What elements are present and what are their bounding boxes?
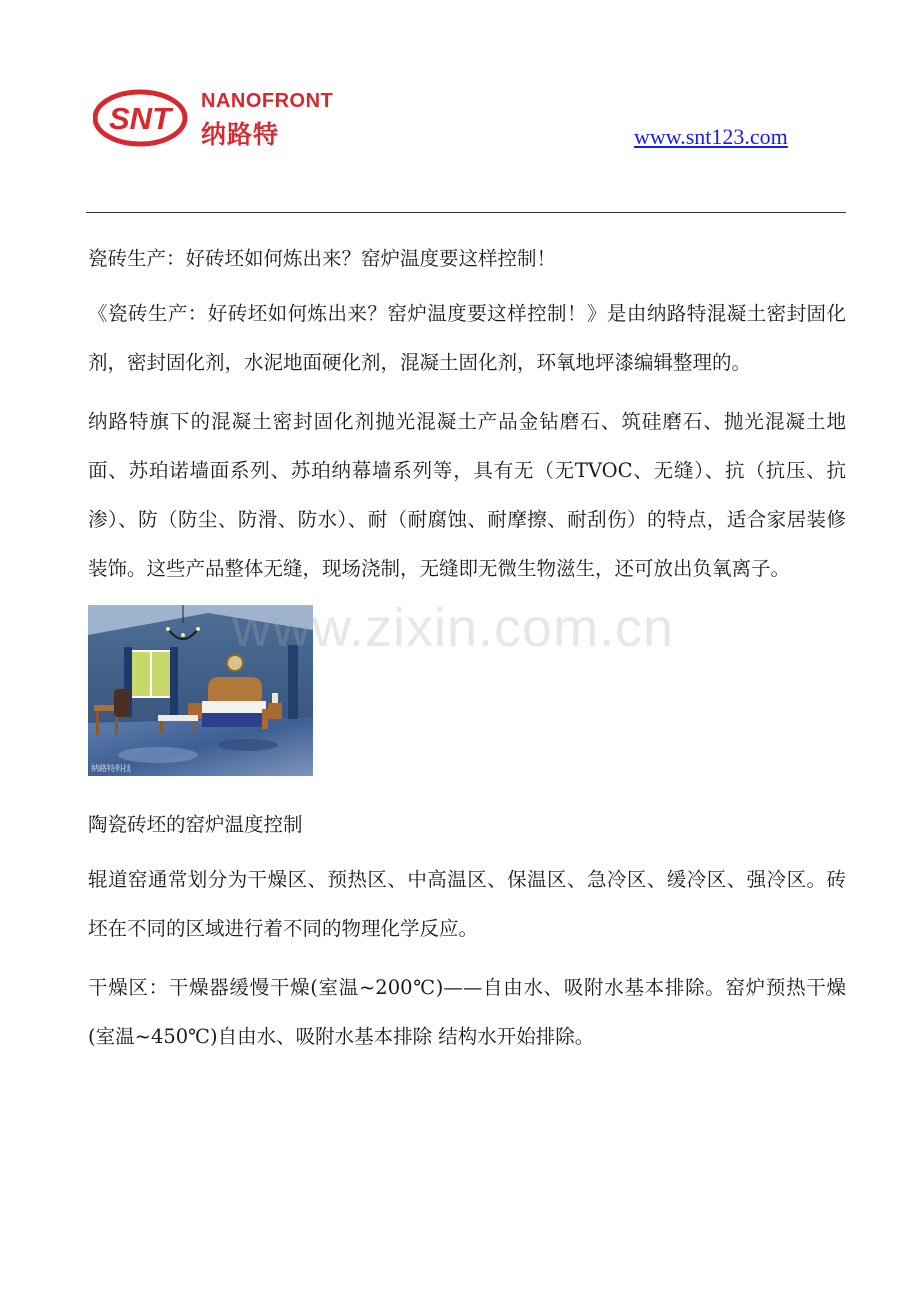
section-heading: 陶瓷砖坯的窑炉温度控制 (88, 813, 303, 836)
article-body (88, 234, 846, 1061)
watermark-text: www.zixin.com.cn (232, 598, 675, 658)
snt-logo-icon (93, 88, 189, 148)
brand-logo (93, 88, 363, 150)
bedroom-image-icon (88, 605, 313, 776)
kiln-zones-paragraph: 辊道窑通常划分为干燥区、预热区、中高温区、保温区、急冷区、缓冷区、强冷区。砖坯在不同的区域进行着不同的物理化学反应。 (88, 868, 846, 940)
image-caption: 纳路特科技 (91, 764, 131, 773)
bedroom-photo (88, 605, 313, 776)
logo-mark-text: SNT (109, 101, 171, 136)
product-paragraph: 纳路特旗下的混凝土密封固化剂抛光混凝土产品金钻磨石、筑硅磨石、抛光混凝土地面、苏珀诺墙面系列、苏珀纳幕墙系列等，具有无（无TVOC、无缝）、抗（抗压、抗渗）、防（防尘、防滑、防水）、耐（耐腐蚀、耐摩擦、耐刮伤）的特点，适合家居装修装饰。这些产品整体无缝，现场浇制，无缝即无微生物滋生，还可放出负氧离子。 (88, 410, 846, 580)
intro-paragraph: 《瓷砖生产：好砖坯如何炼出来？窑炉温度要这样控制！》是由纳路特混凝土密封固化剂，密封固化剂，水泥地面硬化剂，混凝土固化剂，环氧地坪漆编辑整理的。 (88, 302, 846, 374)
drying-zone-paragraph: 干燥区：干燥器缓慢干燥(室温~200℃)——自由水、吸附水基本排除。窑炉预热干燥(室温~450℃)自由水、吸附水基本排除 结构水开始排除。 (88, 976, 846, 1048)
website-link[interactable]: www.snt123.com (634, 124, 788, 149)
header-divider (86, 212, 846, 213)
brand-name-en: NANOFRONT (201, 90, 334, 112)
article-title: 瓷砖生产：好砖坯如何炼出来？窑炉温度要这样控制！ (88, 247, 557, 270)
brand-name-cn: 纳路特 (201, 120, 280, 149)
